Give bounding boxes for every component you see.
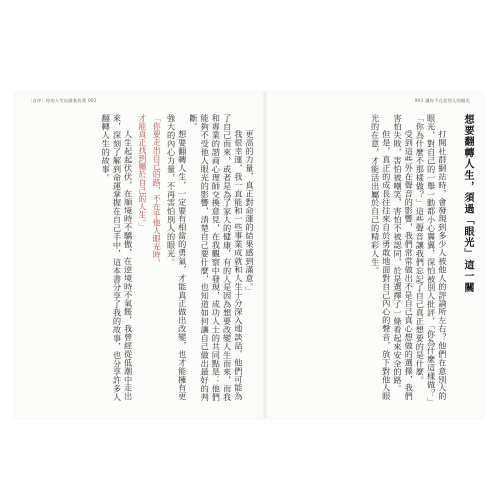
- highlighted-quote-line: 「你要走出自己的路，不在乎他人眼光時，: [152, 114, 162, 267]
- left-paragraph: 人生起起伏伏，在順境時不驕傲，在逆境時不氣餒，我曾經從低潮中走出來，深刻了解到命運掌握在自己手中，這本書分享了我的故事，也分享許多人翻轉人生的故事。: [101, 114, 134, 402]
- section-title: 想要翻轉人生，須過「眼光」這一關: [462, 114, 473, 294]
- left-paragraph: 更高的力量，真正對命運的結果感到滿意。」: [245, 130, 255, 296]
- book-spread: [15, 92, 483, 418]
- left-paragraph: 我很幸運，我一直能和一些事業成就和人生十分深入地談話，他們可能為了自己而來，或者是為了家人的健康，有的人是因為想要改變人生而來，而我和專業的諮商心理師交換意見，在我觀察中發現，成功人士的共同點是：他們能夠不受他人眼光的影響，清楚自己要什麼，也知道如何讓自己做出最好的判斷。: [188, 114, 244, 402]
- left-paragraph: 想要翻轉人生，一定要有相當的勇氣，才能真正做出改變，也才能擁有更強大的內心力量，不再害怕別人的眼光。: [166, 114, 188, 401]
- left-running-head: 〔自序〕你的人生由誰來負責 002: [28, 98, 97, 103]
- right-paragraph: 打開社群網站時，會發現到多少人被他人的評論所左右？他們在意別人的眼光，對自己的一舉一動都小心翼翼，深怕被別人批評，「你為什麼這樣做？」「你為什麼不那樣做？」這些聲音讓我們忘記了自己真正想要的是什麼。: [415, 114, 448, 406]
- left-page-text: [27, 114, 255, 406]
- highlighted-quote-line: 才能真正找到屬於自己的人生。」: [137, 114, 147, 231]
- right-paragraph: 受到這些外在聲音的影響，我們常常做出不是自己真心想做的選擇，我們害怕失敗，害怕被嘲笑，害怕不被認同，於是選擇了一條看起來安全的路。: [392, 114, 415, 401]
- book-gutter: [262, 92, 268, 418]
- right-page-text: [273, 114, 473, 406]
- right-paragraph: 但是，真正的成長往往來自於勇敢地面對自己內心的聲音，放下對他人眼光的在意，才能活出屬於自己的精彩人生。: [370, 114, 392, 401]
- right-running-head: 003 讓你不在意別人的眼光: [414, 98, 470, 103]
